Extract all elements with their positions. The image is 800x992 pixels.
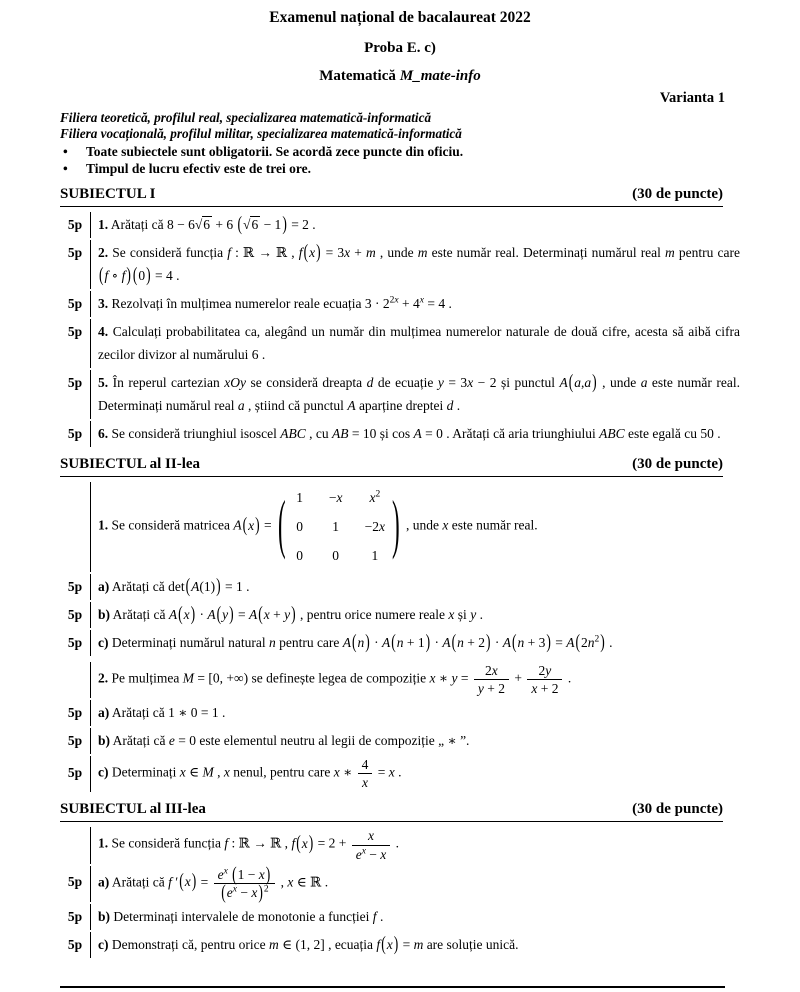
problem-statement: 1. Se consideră funcția f : ℝ → ℝ , f(x) = 2 + $\frac{x}{e^x - x}$ . [90,827,740,863]
bullet-icon: • [63,144,68,159]
points-badge: 5p [67,324,83,339]
problem-row-s2-2b [60,728,740,754]
problem-statement: 2. Pe mulțimea M = [0, +∞) se definește legea de compoziție x ∗ y = $\frac{2x}{y + 2}$ + $\frac{2y}{x + 2}$ . [90,662,740,698]
problem-row-s2-1a [60,574,740,600]
points-badge: 5p [67,607,83,622]
page-bottom-rule [60,986,725,988]
exam-proba: Proba E. c) [364,40,436,56]
points-badge: 5p [67,426,83,441]
problem-row-s3-intro [60,827,740,863]
problem-row-s1-4 [60,319,740,368]
problem-row-s2-intro2 [60,662,740,698]
problem-statement: 1. Se consideră matricea A(x) = ( 1 −x $x^2$ 0 1 −2x 0 0 1 ) , unde x este număr real. [90,482,740,572]
section-3-title: SUBIECTUL al III-lea [60,801,206,818]
exam-subject-line [60,68,740,85]
problem-statement: 4. Calculați probabilitatea ca, alegând un număr din mulțimea numerelor naturale de două cifre, acesta să aibă cifra zecilor divizor al numărului 6 . [90,319,740,368]
points-badge: 5p [67,296,83,311]
section-2-header [60,456,723,473]
problem-row-s2-1c [60,630,740,656]
problem-row-s1-5 [60,370,740,419]
section-subiectul-2 [60,456,740,792]
points-badge: 5p [67,245,83,260]
points-badge: 5p [67,874,83,890]
problem-row-s3-1c [60,932,740,958]
instruction-text-1: Toate subiectele sunt obligatorii. Se acordă zece puncte din oficiu. [86,144,464,159]
points-badge: 5p [67,908,83,924]
points-badge: 5p [67,375,83,390]
problem-statement: c) Demonstrați că, pentru orice m ∈ (1, 2] , ecuația f(x) = m are soluție unică. [90,932,740,958]
problem-row-s2-1b [60,602,740,628]
section-2-title: SUBIECTUL al II-lea [60,456,201,472]
section-3-points: (30 de puncte) [632,801,723,818]
instruction-item-2 [60,161,740,178]
instruction-text-2: Timpul de lucru efectiv este de trei ore. [86,160,311,176]
problem-statement: a) Arătați că det(A(1)) = 1 . [90,574,740,600]
problem-statement: b) Determinați intervalele de monotonie a funcției f . [90,904,740,930]
section-1-title: SUBIECTUL I [60,186,156,202]
problem-row-s3-1b [60,904,740,930]
subject-name: Matematică [319,68,396,84]
problem-statement: a) Arătați că 1 ∗ 0 = 1 . [90,700,740,726]
section-1-points: (30 de puncte) [632,186,723,202]
filiera-line-1: Filiera teoretică, profilul real, specializarea matematică-informatică [60,110,432,125]
points-badge: 5p [67,733,83,749]
section-2-points: (30 de puncte) [632,456,723,472]
instructions-list [60,144,740,177]
points-badge: 5p [67,936,83,952]
problem-row-s1-3 [60,291,740,317]
problem-row-s2-intro1 [60,482,740,572]
points-badge: 5p [67,217,83,232]
points-badge: 5p [67,705,83,721]
points-badge: 5p [67,764,83,780]
bullet-icon: • [63,160,68,176]
problem-statement: 2. Se consideră funcția f : ℝ → ℝ , f(x) = 3x + m , unde m este număr real. Determinați numărul real m pentru care (f ∘ f) (0) = 4 . [90,240,740,289]
section-3-header [60,801,723,818]
section-1-rule [60,206,723,207]
section-subiectul-3 [60,801,740,957]
problem-row-s2-2c [60,756,740,792]
problem-row-s1-6 [60,421,740,447]
problem-statement: 6. Se consideră triunghiul isoscel ABC , cu AB = 10 și cos A = 0 . Arătați că aria triunghiului ABC este egală cu 50 . [90,421,740,447]
filiera-line-2: Filiera vocațională, profilul militar, specializarea matematică-informatică [60,125,462,141]
problem-statement: 5. În reperul cartezian xOy se consideră dreapta d de ecuație y = 3x − 2 și punctul A(a,a) , unde a este număr real. Determinați numărul real a , știind că punctul A aparține dreptei d . [90,370,740,419]
section-1-header [60,186,723,203]
section-3-rule [60,821,723,822]
instruction-item-1 [60,144,740,161]
problem-statement: c) Determinați x ∈ M , x nenul, pentru care x ∗ $\frac{4}{x}$ = x . [90,756,740,792]
varianta-label: Varianta 1 [659,90,725,106]
problem-statement: c) Determinați numărul natural n pentru care $A(n) \cdot A(n + 1) \cdot A(n + 2) \cdot A(n + 3) = A(2n^2)$ . [90,630,740,656]
problem-statement: 1. Arătați că 8 − 6√6 + 6 (√6 − 1) = 2 . [90,212,740,238]
section-2-rule [60,476,723,477]
problem-statement: 3. Rezolvați în mulțimea numerelor reale ecuația $3 \cdot 2^{2x} + 4^x = 4$ . [90,291,740,317]
problem-row-s1-1 [60,212,740,238]
points-badge: 5p [67,635,83,650]
problem-row-s1-2 [60,240,740,289]
subject-code: M_mate-info [399,68,481,84]
points-badge: 5p [67,579,83,594]
problem-statement: b) Arătați că e = 0 este elementul neutru al legii de compoziție „ ∗ ”. [90,728,740,754]
section-subiectul-1 [60,186,740,447]
problem-statement: a) Arătați că f ′(x) = $\frac{e^x (1 - x)}{(e^x - x)^2}$ , x ∈ ℝ . [90,866,740,902]
problem-row-s2-2a [60,700,740,726]
problem-statement: b) Arătați că A(x) · A(y) = A(x + y) , pentru orice numere reale x și y . [90,602,740,628]
problem-row-s3-1a [60,862,740,903]
page-title: Examenul național de bacalaureat 2022 [269,9,531,26]
